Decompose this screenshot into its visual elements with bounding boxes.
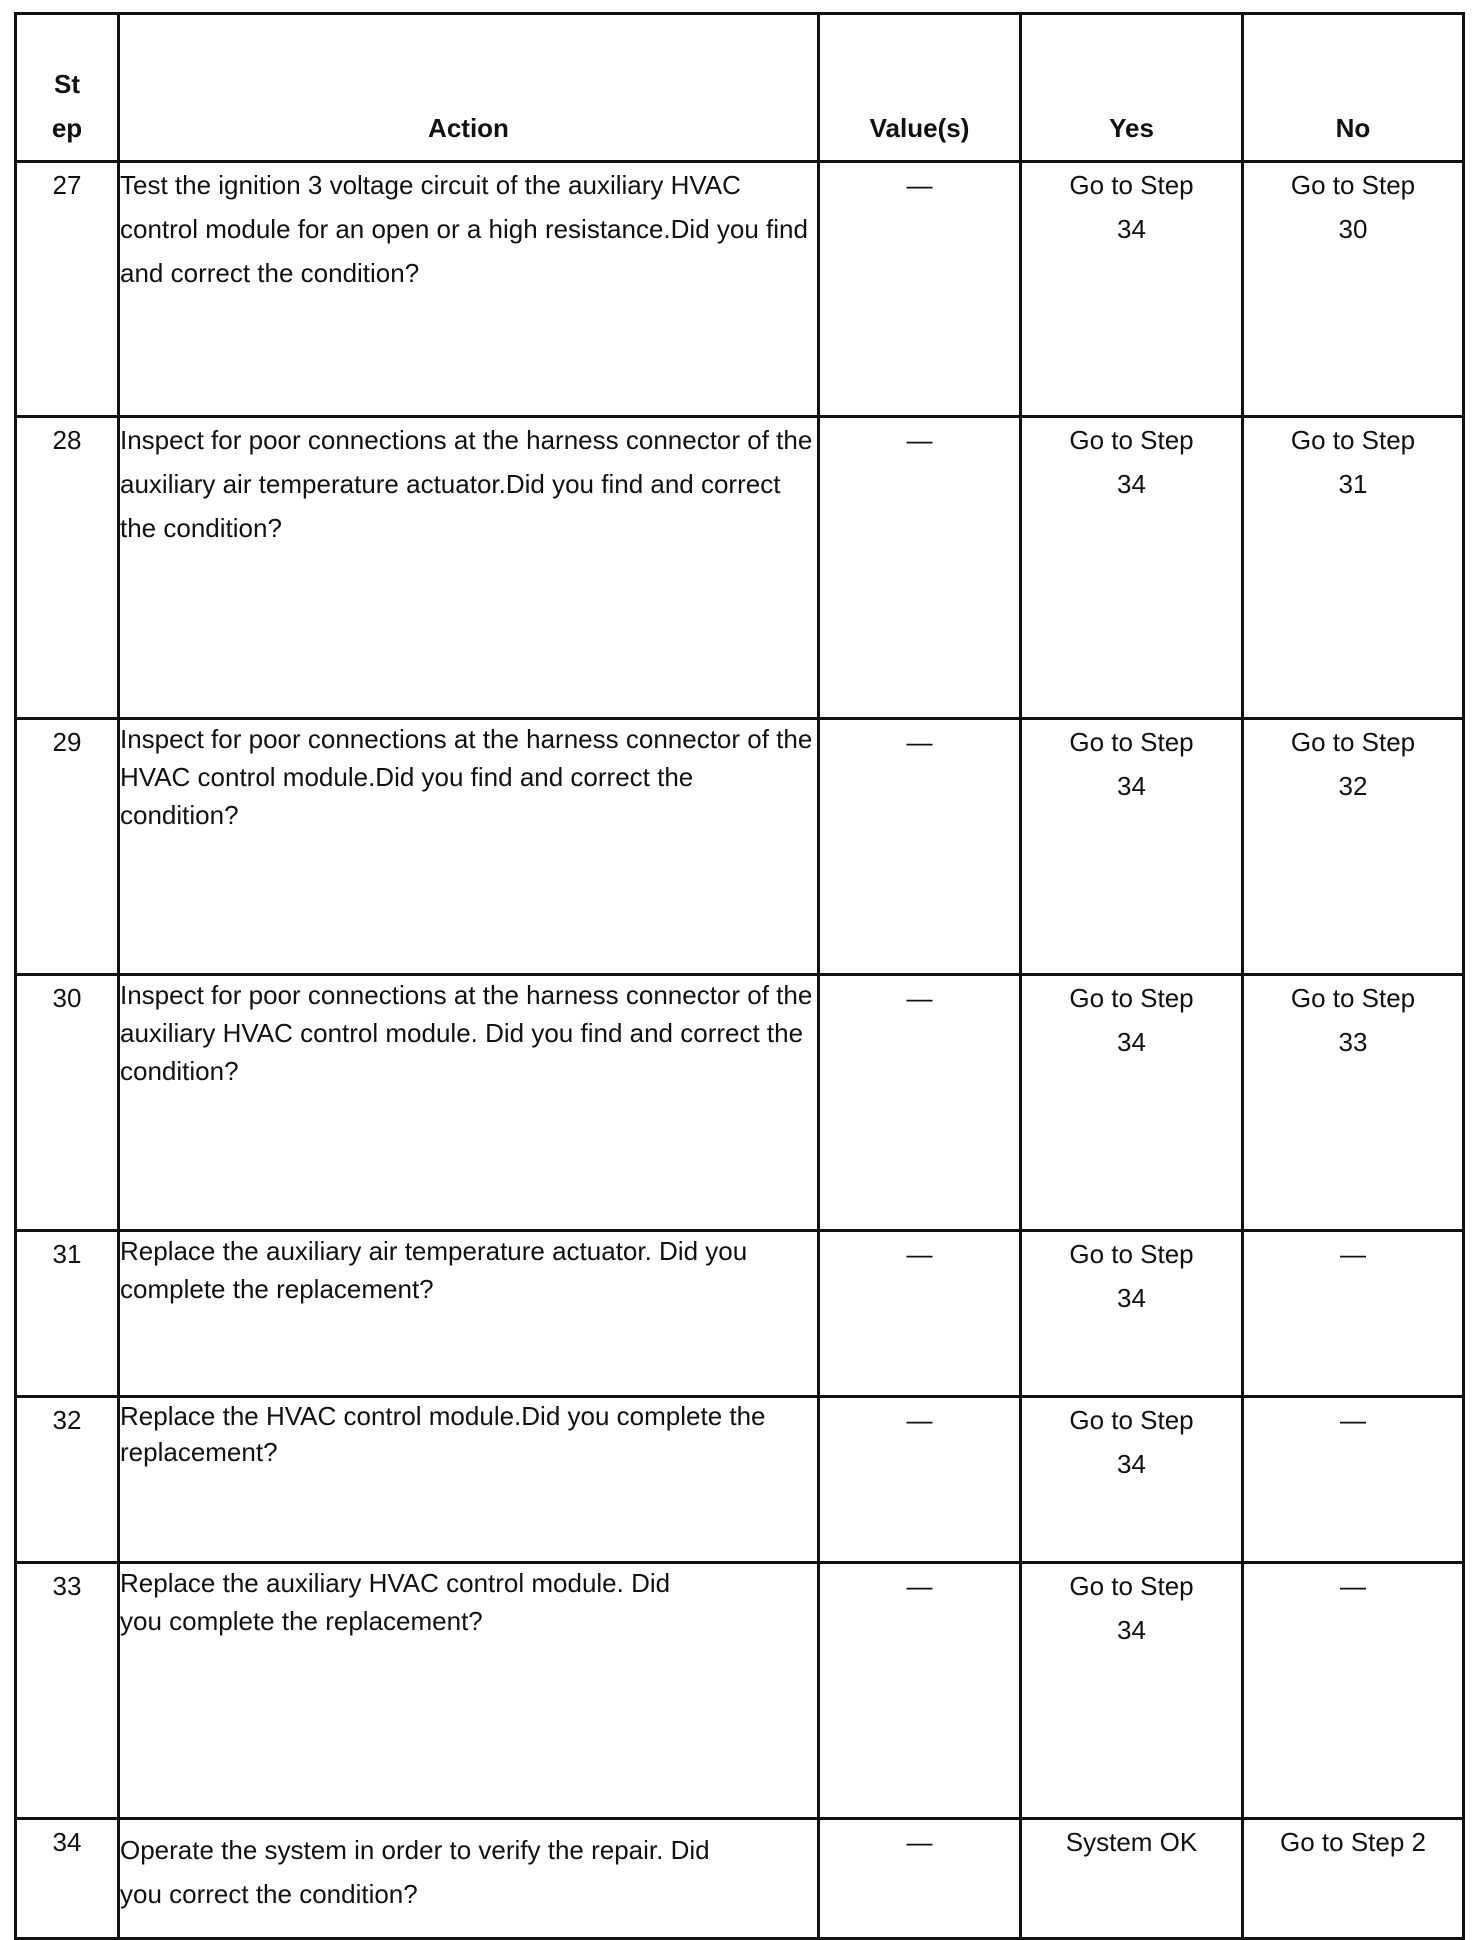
yes-text: Go to Step 34 [1069,1571,1194,1645]
no-text: Go to Step 30 [1290,170,1416,244]
no-cell [1243,162,1464,417]
action-text: Operate the system in order to verify the repair. Did you correct the condition? [119,1819,819,1939]
yes-text: Go to Step 34 [1069,425,1194,499]
table-row [16,975,1464,1231]
step-number: 34 [16,1819,119,1939]
yes-cell [1021,1819,1243,1939]
yes-text: Go to Step 34 [1069,727,1194,801]
yes-cell [1021,975,1243,1231]
yes-text: Go to Step 34 [1069,170,1194,244]
value-cell: — [819,719,1021,975]
value-cell: — [819,975,1021,1231]
step-number: 33 [16,1563,119,1819]
step-number: 32 [16,1397,119,1563]
step-number: 28 [16,417,119,719]
step-number: 30 [16,975,119,1231]
no-text: Go to Step 2 [1280,1827,1426,1857]
yes-cell [1021,1397,1243,1563]
no-cell [1243,1397,1464,1563]
value-cell: — [819,1397,1021,1563]
table-row [16,1819,1464,1939]
action-text: Inspect for poor connections at the harness connector of the HVAC control module.Did you find and correct the condition? [119,719,819,975]
action-text: Replace the HVAC control module.Did you complete the replacement? [119,1397,819,1563]
step-number: 31 [16,1231,119,1397]
action-text: Replace the auxiliary air temperature actuator. Did you complete the replacement? [119,1231,819,1397]
yes-cell [1021,162,1243,417]
header-step: St ep [16,14,119,162]
step-number: 29 [16,719,119,975]
no-text: Go to Step 33 [1290,983,1416,1057]
table-row [16,1563,1464,1819]
no-cell [1243,975,1464,1231]
no-cell [1243,1563,1464,1819]
value-cell: — [819,417,1021,719]
header-yes: Yes [1021,14,1243,162]
yes-cell [1021,417,1243,719]
value-cell: — [819,162,1021,417]
value-cell: — [819,1231,1021,1397]
no-text: — [1340,1571,1366,1601]
header-action: Action [119,14,819,162]
table-row [16,162,1464,417]
yes-text: Go to Step 34 [1069,1405,1194,1479]
yes-text: Go to Step 34 [1069,1239,1194,1313]
action-text: Replace the auxiliary HVAC control module. Did you complete the replacement? [119,1563,819,1819]
yes-cell [1021,719,1243,975]
table-row [16,417,1464,719]
no-text: Go to Step 32 [1290,727,1416,801]
header-no: No [1243,14,1464,162]
value-cell: — [819,1819,1021,1939]
yes-cell [1021,1563,1243,1819]
diagnostic-table [14,12,1465,1940]
action-text: Test the ignition 3 voltage circuit of the auxiliary HVAC control module for an open or a high resistance.Did you find and correct the condition? [119,162,819,417]
action-text: Inspect for poor connections at the harness connector of the auxiliary air temperature actuator.Did you find and correct the condition? [119,417,819,719]
no-cell [1243,719,1464,975]
step-number: 27 [16,162,119,417]
no-text: — [1340,1239,1366,1269]
value-cell: — [819,1563,1021,1819]
yes-text: System OK [1065,1827,1198,1857]
table-row [16,1231,1464,1397]
no-cell [1243,1819,1464,1939]
no-text: — [1340,1405,1366,1435]
yes-cell [1021,1231,1243,1397]
no-cell [1243,1231,1464,1397]
no-cell [1243,417,1464,719]
header-values: Value(s) [819,14,1021,162]
header-row [16,14,1464,162]
yes-text: Go to Step 34 [1069,983,1194,1057]
action-text: Inspect for poor connections at the harness connector of the auxiliary HVAC control module. Did you find and correct the condition? [119,975,819,1231]
no-text: Go to Step 31 [1290,425,1416,499]
table-row [16,1397,1464,1563]
table-row [16,719,1464,975]
